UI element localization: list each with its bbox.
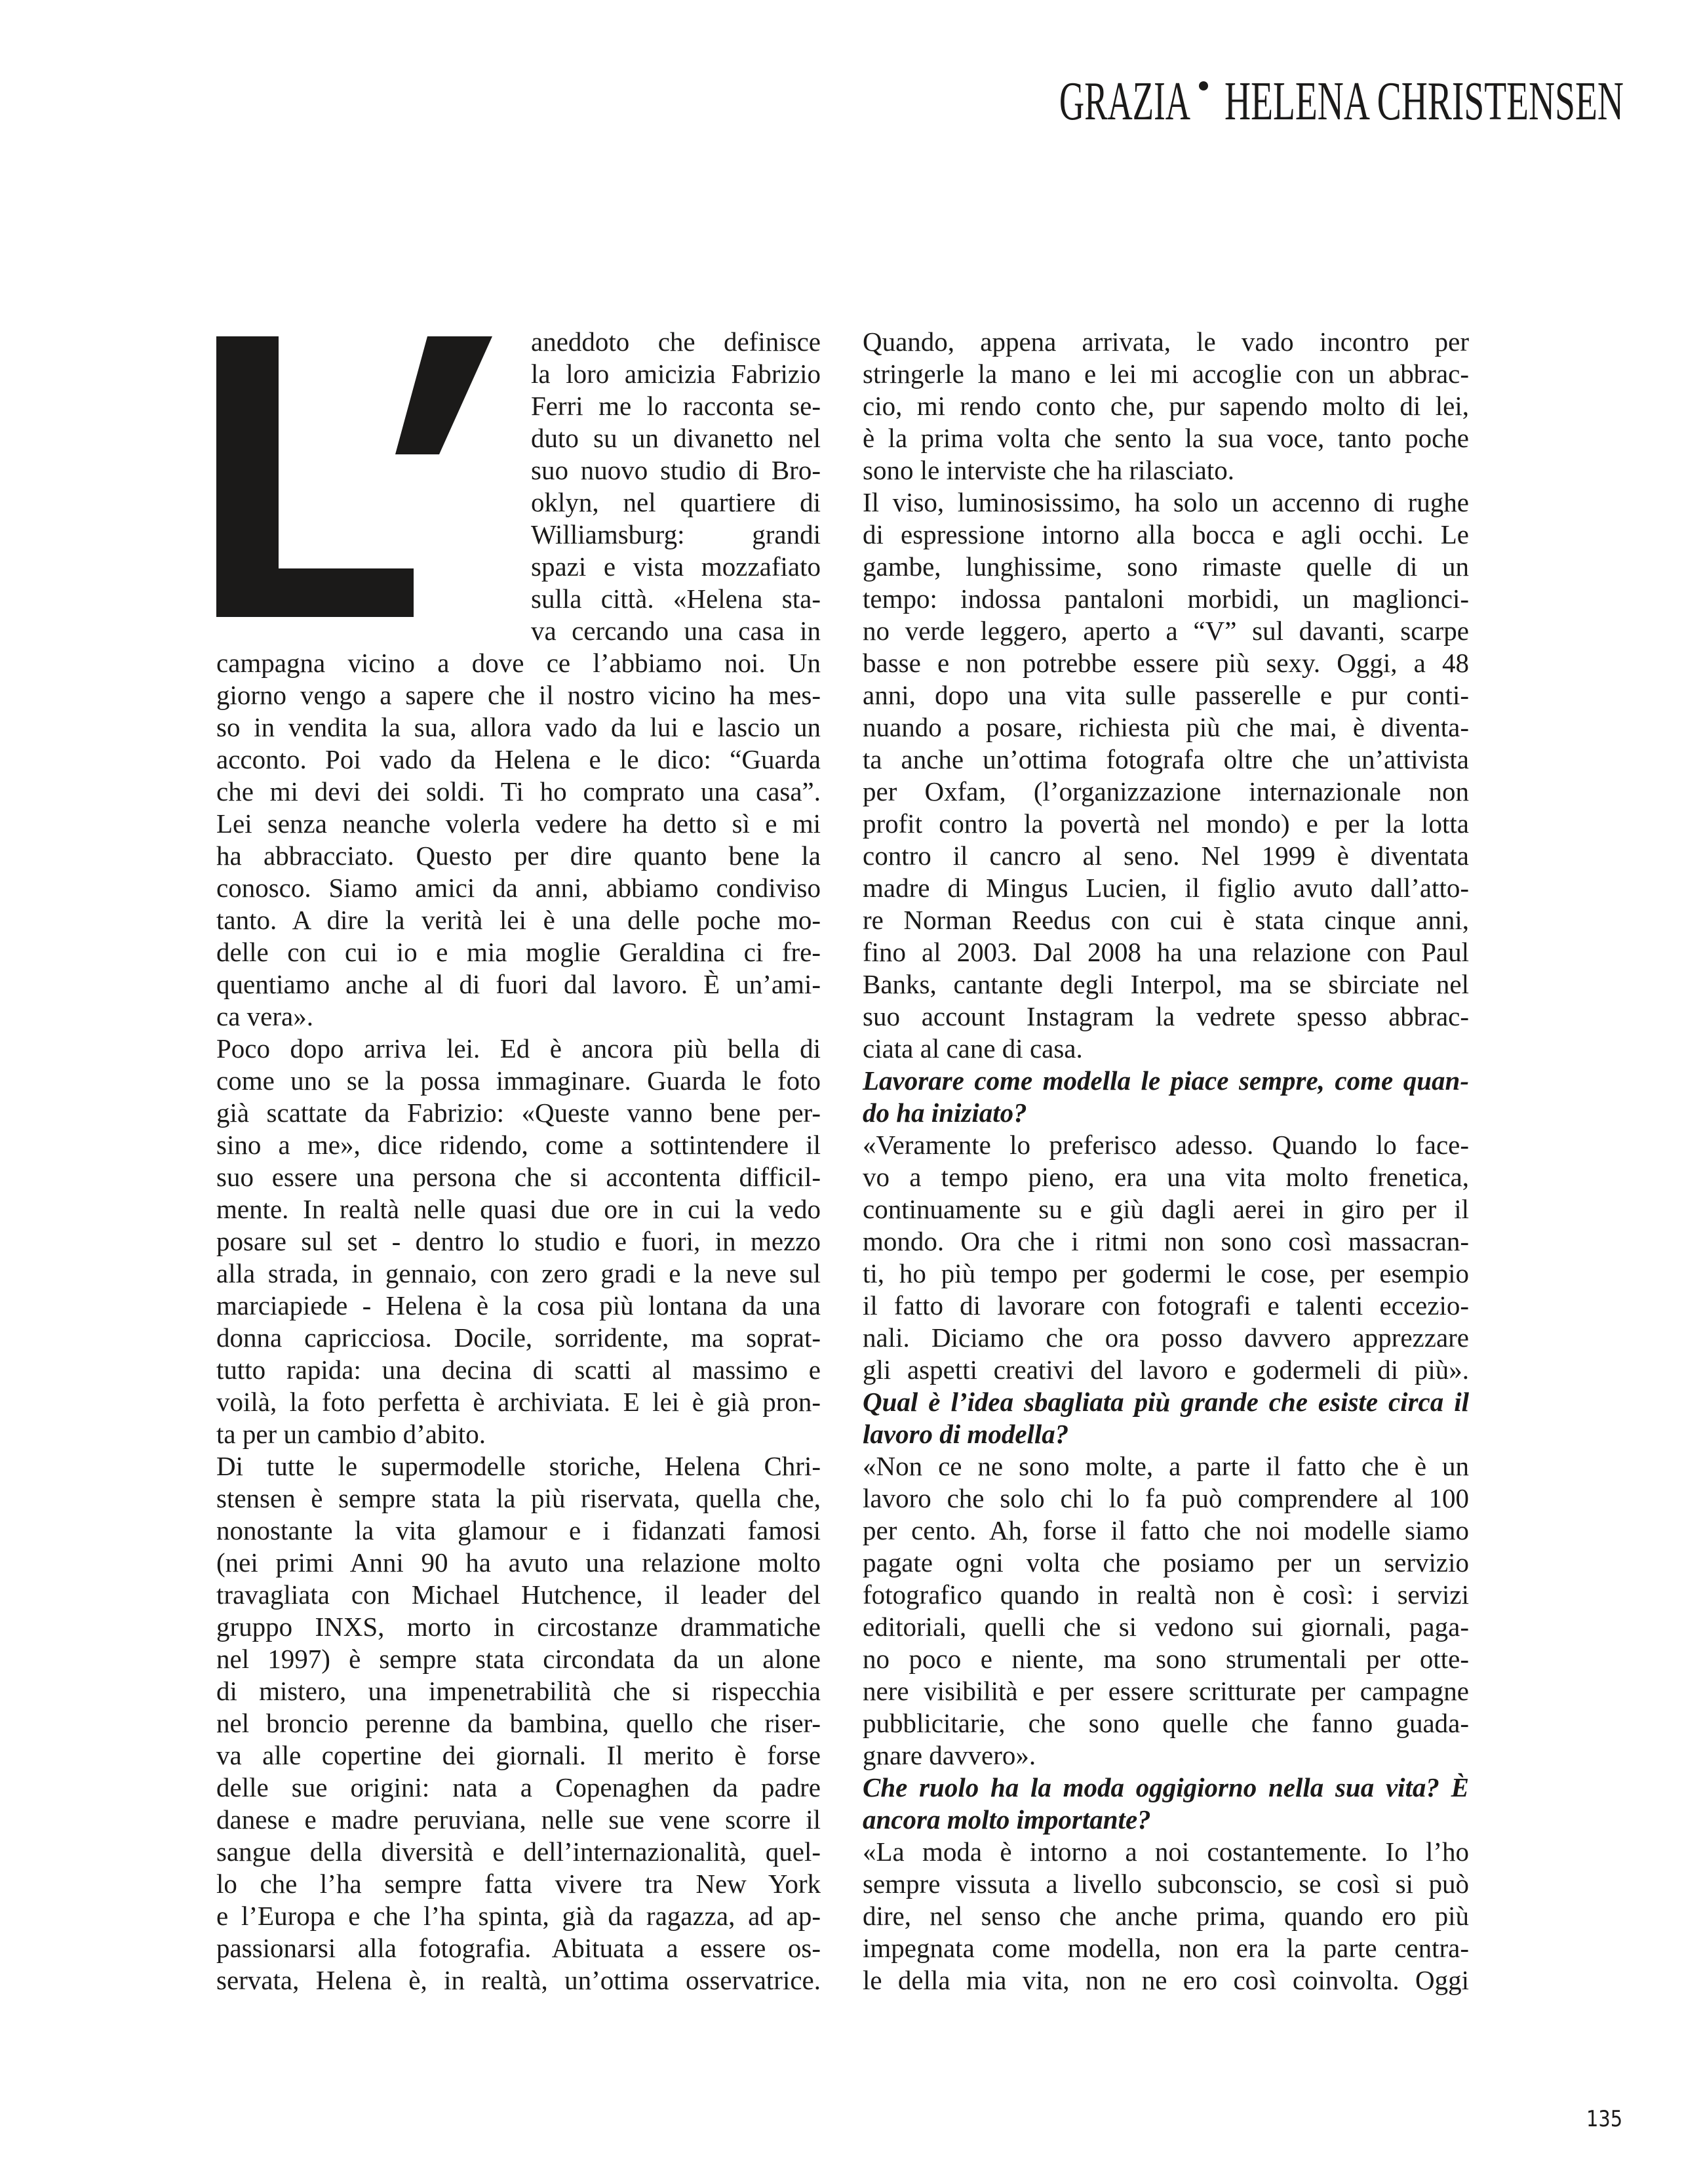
article-subject: HELENA CHRISTENSEN [1224, 71, 1624, 132]
text-line: Di tutte le supermodelle storiche, Helena Chri- [216, 1451, 821, 1481]
text-line: oklyn, nel quartiere di [531, 487, 821, 517]
text-line: lo che l’ha sempre fatta vivere tra New York [216, 1869, 821, 1899]
text-line: tanto. A dire la verità lei è una delle poche mo- [216, 905, 821, 935]
interview-question-line: lavoro di modella? [863, 1419, 1069, 1449]
text-line: delle sue origini: nata a Copenaghen da padre [216, 1772, 821, 1802]
text-line: servata, Helena è, in realtà, un’ottima osservatrice. [216, 1965, 821, 1995]
text-line: per Oxfam, (l’organizzazione internazionale non [863, 776, 1469, 806]
bullet-dot-icon [1199, 81, 1208, 90]
text-line: alla strada, in gennaio, con zero gradi e la neve sul [216, 1258, 821, 1288]
text-line: nel broncio perenne da bambina, quello che riser- [216, 1708, 821, 1738]
text-line: no poco e niente, ma sono strumentali per otte- [863, 1644, 1469, 1674]
text-line: impegnata come modella, non era la parte centra- [863, 1933, 1469, 1963]
text-line: sempre vissuta a livello subconscio, se così si può [863, 1869, 1469, 1899]
text-line: nali. Diciamo che ora posso davvero apprezzare [863, 1322, 1469, 1353]
text-line: ti, ho più tempo per godermi le cose, per esempio [863, 1258, 1469, 1288]
text-line: nel 1997) è sempre stata circondata da un alone [216, 1644, 821, 1674]
text-line: è la prima volta che sento la sua voce, tanto poche [863, 423, 1469, 453]
text-line: «Non ce ne sono molte, a parte il fatto che è un [863, 1451, 1469, 1481]
text-line: Lei senza neanche volerla vedere ha detto sì e mi [216, 808, 821, 839]
text-line: conosco. Siamo amici da anni, abbiamo condiviso [216, 873, 821, 903]
interview-question-line: ancora molto importante? [863, 1804, 1151, 1835]
text-line: per cento. Ah, forse il fatto che noi modelle siamo [863, 1515, 1469, 1545]
text-line: quentiamo anche al di fuori dal lavoro. È un’ami- [216, 969, 821, 999]
text-line: Williamsburg: grandi [531, 519, 821, 549]
text-line: aneddoto che definisce [531, 327, 821, 357]
text-line: mente. In realtà nelle quasi due ore in cui la vedo [216, 1194, 821, 1224]
text-line: lavoro che solo chi lo fa può comprendere al 100 [863, 1483, 1469, 1513]
text-line: sangue della diversità e dell’internazionalità, quel- [216, 1837, 821, 1867]
page-number: 135 [1586, 2106, 1623, 2132]
text-line: mondo. Ora che i ritmi non sono così massacran- [863, 1226, 1469, 1256]
text-line: nuando a posare, richiesta più che mai, è diventa- [863, 712, 1469, 742]
text-line: «Veramente lo preferisco adesso. Quando lo face- [863, 1130, 1469, 1160]
text-line: passionarsi alla fotografia. Abituata a essere os- [216, 1933, 821, 1963]
text-line: Poco dopo arriva lei. Ed è ancora più bella di [216, 1033, 821, 1063]
text-line: (nei primi Anni 90 ha avuto una relazione molto [216, 1547, 821, 1578]
text-line: va alle copertine dei giornali. Il merito è forse [216, 1740, 821, 1770]
magazine-name: GRAZIA [1059, 71, 1191, 132]
text-line: madre di Mingus Lucien, il figlio avuto dall’atto- [863, 873, 1469, 903]
text-line: basse e non potrebbe essere più sexy. Oggi, a 48 [863, 648, 1469, 678]
text-line: come uno se la possa immaginare. Guarda le foto [216, 1065, 821, 1096]
text-line: sono le interviste che ha rilasciato. [863, 455, 1234, 485]
text-line: continuamente su e giù dagli aerei in giro per il [863, 1194, 1469, 1224]
text-line: voilà, la foto perfetta è archiviata. E lei è già pron- [216, 1387, 821, 1417]
text-line: stensen è sempre stata la più riservata, quella che, [216, 1483, 821, 1513]
text-line: marciapiede - Helena è la cosa più lontana da una [216, 1290, 821, 1320]
text-line: contro il cancro al seno. Nel 1999 è diventata [863, 841, 1469, 871]
text-line: sulla città. «Helena sta- [531, 584, 821, 614]
text-line: va cercando una casa in [531, 616, 821, 646]
text-line: Ferri me lo racconta se- [531, 391, 821, 421]
text-line: suo account Instagram la vedrete spesso abbrac- [863, 1001, 1469, 1031]
text-line: gli aspetti creativi del lavoro e godermeli di più». [863, 1355, 1469, 1385]
text-line: donna capricciosa. Docile, sorridente, ma soprat- [216, 1322, 821, 1353]
text-line: «La moda è intorno a noi costantemente. Io l’ho [863, 1837, 1469, 1867]
interview-question-line: Lavorare come modella le piace sempre, come quan- [863, 1065, 1469, 1096]
text-line: tutto rapida: una decina di scatti al massimo e [216, 1355, 821, 1385]
text-line: tempo: indossa pantaloni morbidi, un maglionci- [863, 584, 1469, 614]
text-line: che mi devi dei soldi. Ti ho comprato una casa”. [216, 776, 821, 806]
article-column-1 [216, 326, 821, 1996]
text-line: gnare davvero». [863, 1740, 1036, 1770]
text-line: già scattate da Fabrizio: «Queste vanno bene per- [216, 1098, 821, 1128]
text-line: ca vera». [216, 1001, 313, 1031]
text-line: di mistero, una impenetrabilità che si rispecchia [216, 1676, 821, 1706]
text-line: le della mia vita, non ne ero così coinvolta. Oggi [863, 1965, 1469, 1995]
text-line: spazi e vista mozzafiato [531, 551, 821, 582]
text-line: travagliata con Michael Hutchence, il leader del [216, 1579, 821, 1610]
text-line: il fatto di lavorare con fotografi e talenti eccezio- [863, 1290, 1469, 1320]
text-line: di espressione intorno alla bocca e agli occhi. Le [863, 519, 1469, 549]
text-line: nere visibilità e per essere scritturate per campagne [863, 1676, 1469, 1706]
text-line: pagate ogni volta che posiamo per un servizio [863, 1547, 1469, 1578]
text-line: re Norman Reedus con cui è stata cinque anni, [863, 905, 1469, 935]
text-line: la loro amicizia Fabrizio [531, 359, 821, 389]
text-line: no verde leggero, aperto a “V” sul davanti, scarpe [863, 616, 1469, 646]
text-line: posare sul set - dentro lo studio e fuori, in mezzo [216, 1226, 821, 1256]
text-line: gambe, lunghissime, sono rimaste quelle di un [863, 551, 1469, 582]
text-line: editoriali, quelli che si vedono sui giornali, paga- [863, 1612, 1469, 1642]
text-line: stringerle la mano e lei mi accoglie con un abbrac- [863, 359, 1469, 389]
text-line: ta per un cambio d’abito. [216, 1419, 486, 1449]
text-line: profit contro la povertà nel mondo) e per la lotta [863, 808, 1469, 839]
text-line: anni, dopo una vita sulle passerelle e pur conti- [863, 680, 1469, 710]
text-line: suo nuovo studio di Bro- [531, 455, 821, 485]
interview-question-line: Qual è l’idea sbagliata più grande che esiste circa il [863, 1387, 1469, 1417]
interview-question-line: do ha iniziato? [863, 1098, 1027, 1128]
text-line: Quando, appena arrivata, le vado incontro per [863, 327, 1469, 357]
text-line: sino a me», dice ridendo, come a sottintendere il [216, 1130, 821, 1160]
text-line: ta anche un’ottima fotografa oltre che un’attivista [863, 744, 1469, 774]
text-line: Il viso, luminosissimo, ha solo un accenno di rughe [863, 487, 1469, 517]
text-line: danese e madre peruviana, nelle sue vene scorre il [216, 1804, 821, 1835]
text-line: vo a tempo pieno, era una vita molto frenetica, [863, 1162, 1469, 1192]
interview-question-line: Che ruolo ha la moda oggigiorno nella sua vita? È [863, 1772, 1469, 1802]
text-line: ciata al cane di casa. [863, 1033, 1083, 1063]
text-line: fino al 2003. Dal 2008 ha una relazione con Paul [863, 937, 1469, 967]
text-line: cio, mi rendo conto che, pur sapendo molto di lei, [863, 391, 1469, 421]
article-column-2 [863, 326, 1469, 1996]
text-line: campagna vicino a dove ce l’abbiamo noi. Un [216, 648, 821, 678]
text-line: fotografico quando in realtà non è così: i servizi [863, 1579, 1469, 1610]
text-line: suo essere una persona che si accontenta difficil- [216, 1162, 821, 1192]
text-line: ha abbracciato. Questo per dire quanto bene la [216, 841, 821, 871]
text-line: e l’Europa e che l’ha spinta, già da ragazza, ad ap- [216, 1901, 821, 1931]
text-line: duto su un divanetto nel [531, 423, 821, 453]
text-line: Banks, cantante degli Interpol, ma se sbirciate nel [863, 969, 1469, 999]
text-line: gruppo INXS, morto in circostanze drammatiche [216, 1612, 821, 1642]
text-line: acconto. Poi vado da Helena e le dico: “Guarda [216, 744, 821, 774]
text-line: dire, nel senso che anche prima, quando ero più [863, 1901, 1469, 1931]
text-line: delle con cui io e mia moglie Geraldina ci fre- [216, 937, 821, 967]
text-line: nonostante la vita glamour e i fidanzati famosi [216, 1515, 821, 1545]
text-line: so in vendita la sua, allora vado da lui e lascio un [216, 712, 821, 742]
text-line: giorno vengo a sapere che il nostro vicino ha mes- [216, 680, 821, 710]
text-line: pubblicitarie, che sono quelle che fanno guada- [863, 1708, 1469, 1738]
